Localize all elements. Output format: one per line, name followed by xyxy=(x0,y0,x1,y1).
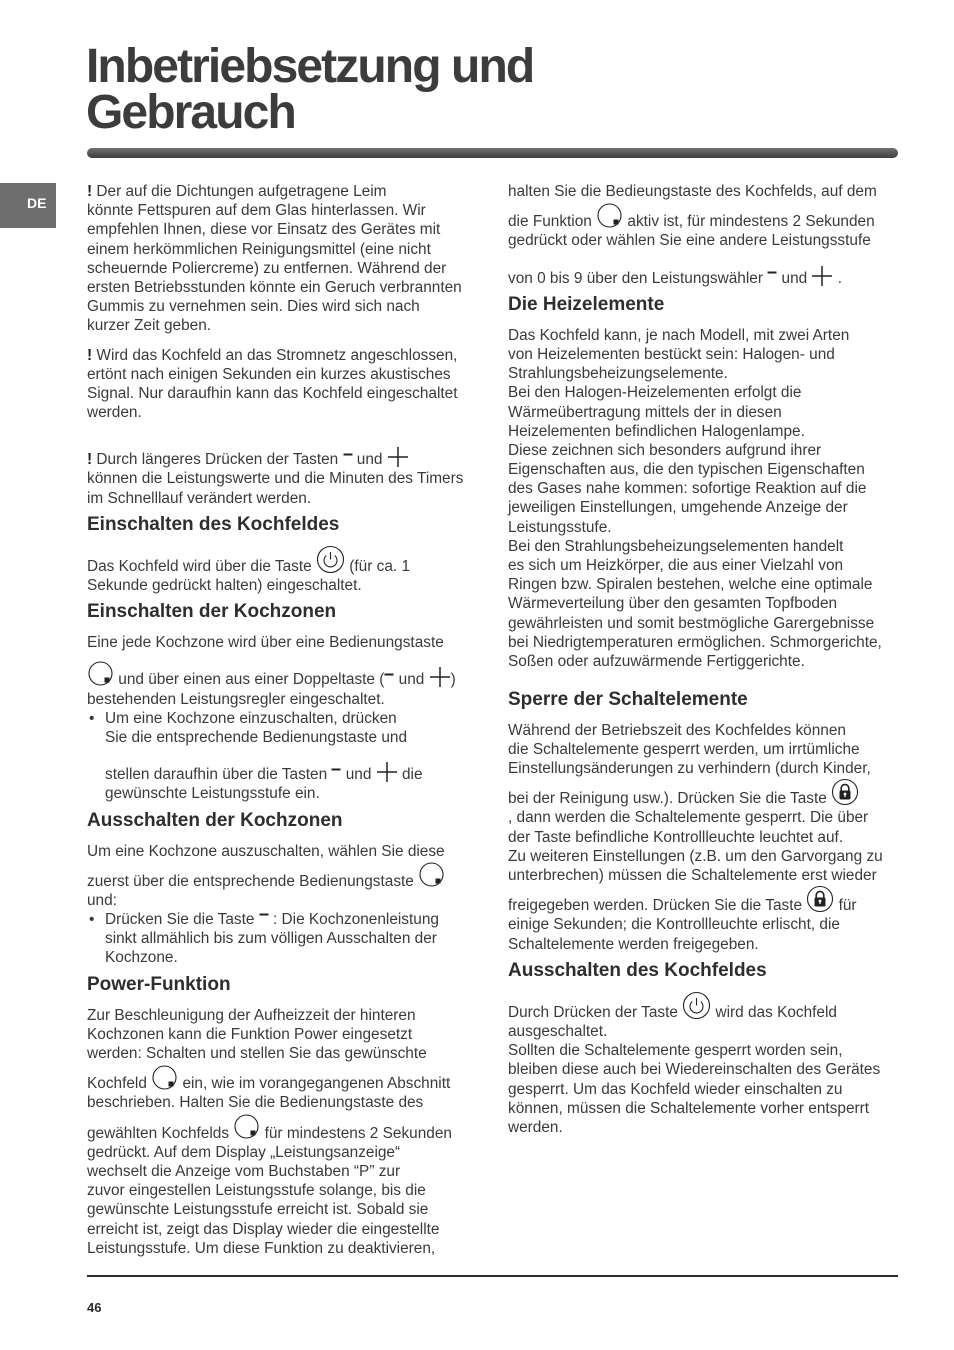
text-line: erreicht ist, zeigt das Display wieder die eingestellte xyxy=(87,1220,440,1238)
text-line: Wärmeübertragung mittels der in diesen xyxy=(508,403,782,421)
text-run: und xyxy=(394,671,429,689)
cooking-zone-key-icon xyxy=(418,872,445,891)
paragraph xyxy=(87,182,482,336)
minus-icon xyxy=(343,450,353,469)
text-line: können die Leistungswerte und die Minuten des Timers xyxy=(87,470,464,488)
text-line: wechselt die Anzeige vom Buchstaben “P” zur xyxy=(87,1162,401,1180)
bullet-item xyxy=(87,910,482,968)
text-line: und: xyxy=(87,891,117,909)
text-line: Um eine Kochzone einzuschalten, drücken xyxy=(105,709,397,727)
lock-icon xyxy=(831,789,859,808)
text-run: bei der Reinigung usw.). Drücken Sie die Taste xyxy=(508,790,832,808)
text-run: Kochfeld xyxy=(87,1075,152,1093)
text-line: im Schnelllauf verändert werden. xyxy=(87,489,312,507)
power-icon xyxy=(682,1003,711,1022)
text-line: Bei den Halogen-Heizelementen erfolgt die xyxy=(508,384,802,402)
text-line xyxy=(87,182,482,201)
text-line: Gummis zu vernehmen sein. Dies wird sich nach xyxy=(87,298,420,316)
alert-mark: ! xyxy=(87,451,93,469)
text-run: gewählten Kochfelds xyxy=(87,1124,234,1142)
text-line: Sekunde gedrückt halten) eingeschaltet. xyxy=(87,577,362,594)
text-line: Heizelementen befindlichen Halogenlampe. xyxy=(508,422,805,440)
text-line xyxy=(105,747,482,784)
page-number: 46 xyxy=(87,1300,102,1315)
paragraph xyxy=(87,1006,482,1258)
text-line: bleiben diese auch bei Wiedereinschalten des Gerätes xyxy=(508,1061,881,1079)
text-run: ) xyxy=(450,671,456,689)
text-line: Bei den Strahlungsbeheizungselementen handelt xyxy=(508,537,844,555)
text-line: scheuernde Poliercreme) zu entfernen. Während der xyxy=(87,259,447,277)
text-line: ausgeschaltet. xyxy=(508,1022,608,1040)
text-line: gedrückt oder wählen Sie eine andere Leistungsstufe xyxy=(508,232,871,250)
paragraph xyxy=(508,182,918,288)
page-title xyxy=(86,40,534,139)
text-run: für mindestens 2 Sekunden xyxy=(260,1124,452,1142)
text-run: Der auf die Dichtungen aufgetragene Leim xyxy=(92,183,387,200)
left-text-column xyxy=(87,182,482,1258)
text-line: , dann werden die Schaltelemente gesperrt. Die über xyxy=(508,809,869,827)
language-tab-label: DE xyxy=(27,195,47,211)
text-line: es sich um Heizkörper, die aus einer Vielzahl von xyxy=(508,557,844,574)
text-run: Durch Drücken der Taste xyxy=(508,1003,683,1021)
text-line: Zur Beschleunigung der Aufheizzeit der hinteren xyxy=(87,1006,416,1024)
text-line: werden. xyxy=(508,1118,563,1136)
text-line: gesperrt. Um das Kochfeld wieder einschalten zu xyxy=(508,1080,843,1098)
text-line: werden. xyxy=(87,404,142,422)
paragraph xyxy=(87,432,482,508)
text-line: beschrieben. Halten Sie die Bedienungstaste des xyxy=(87,1094,424,1112)
language-tab xyxy=(0,183,56,228)
text-line: Eine jede Kochzone wird über eine Bedienungstaste xyxy=(87,634,444,652)
text-line: gewünschte Leistungsstufe ein. xyxy=(105,785,320,803)
text-line: einige Sekunden; die Kontrollleuchte erlischt, die xyxy=(508,916,840,934)
minus-icon xyxy=(767,269,777,288)
text-line: bei Niedrigtemperaturen ermöglichen. Schmorgerichte, xyxy=(508,633,882,651)
minus-icon xyxy=(384,670,394,689)
text-run: Wird das Kochfeld an das Stromnetz angeschlossen, xyxy=(92,346,458,364)
text-line: des Gases nahe kommen: sofortige Reaktion auf die xyxy=(508,480,867,498)
text-line xyxy=(87,652,482,689)
paragraph xyxy=(508,992,918,1137)
text-line: Leistungsstufe. Um diese Funktion zu deaktivieren, xyxy=(87,1239,436,1257)
text-line xyxy=(87,346,482,365)
footer-divider xyxy=(87,1275,898,1277)
section-heading: Die Heizelemente xyxy=(508,293,665,315)
text-line: Sie die entsprechende Bedienungstaste und xyxy=(105,728,408,746)
section-heading: Einschalten der Kochzonen xyxy=(87,601,337,623)
page-title-line-1: Inbetriebsetzung und xyxy=(86,40,534,93)
text-line xyxy=(508,778,918,808)
text-line: Sollten die Schaltelemente gesperrt worden sein, xyxy=(508,1042,843,1060)
text-run: Das Kochfeld wird über die Taste xyxy=(87,557,316,575)
text-line xyxy=(508,992,918,1022)
text-line: Signal. Nur daraufhin kann das Kochfeld eingeschaltet xyxy=(87,384,458,402)
bullet-item xyxy=(87,709,482,804)
text-line: Soßen oder aufzuwärmende Fertiggerichte. xyxy=(508,652,805,670)
text-run: . xyxy=(833,269,843,287)
plus-icon xyxy=(387,450,409,469)
text-run: und über einen aus einer Doppeltaste ( xyxy=(114,671,385,689)
text-run: stellen daraufhin über die Tasten xyxy=(105,766,332,784)
text-line: gewährleisten und somit bestmögliche Garergebnisse xyxy=(508,614,875,632)
paragraph xyxy=(508,721,918,954)
minus-icon xyxy=(331,765,341,784)
text-line: könnte Fettspuren auf dem Glas hinterlassen. Wir xyxy=(87,202,426,220)
text-line xyxy=(105,910,482,929)
text-line: bestehenden Leistungsregler eingeschaltet. xyxy=(87,690,385,708)
text-line: Kochzone. xyxy=(105,949,178,967)
text-run: wird das Kochfeld xyxy=(711,1003,837,1021)
text-line xyxy=(87,1063,482,1093)
text-line: Ringen bzw. Spiralen bestehen, welche eine optimale xyxy=(508,576,873,594)
page-title-line-2: Gebrauch xyxy=(86,86,295,139)
text-line xyxy=(508,251,918,288)
text-line xyxy=(508,885,918,915)
alert-mark: ! xyxy=(87,183,93,200)
cooking-zone-key-icon xyxy=(596,212,623,231)
text-run: und xyxy=(341,766,376,784)
text-line: jeweiligen Einstellungen, umgehende Anzeige der xyxy=(508,499,848,517)
text-line: gewünschte Leistungsstufe erreicht ist. Sobald sie xyxy=(87,1201,429,1219)
minus-icon xyxy=(259,910,269,929)
text-line: sinkt allmählich bis zum völligen Ausschalten der xyxy=(105,930,437,948)
text-run: von 0 bis 9 über den Leistungswähler xyxy=(508,269,768,287)
text-run: (für ca. 1 xyxy=(345,557,411,575)
text-line: Diese zeichnen sich besonders aufgrund ihrer xyxy=(508,441,822,459)
text-line: ersten Betriebsstunden könnte ein Geruch verbrannten xyxy=(87,278,462,296)
text-line xyxy=(87,432,482,469)
text-line: der Taste befindliche Kontrollleuchte leuchtet auf. xyxy=(508,828,844,846)
text-line: empfehlen Ihnen, diese vor Einsatz des Gerätes mit xyxy=(87,221,441,239)
text-line: Strahlungsbeheizungselemente. xyxy=(508,365,728,383)
text-run: aktiv ist, für mindestens 2 Sekunden xyxy=(623,213,875,231)
power-icon xyxy=(316,557,345,576)
lock-icon xyxy=(806,896,834,915)
paragraph xyxy=(87,346,482,423)
text-line: werden: Schalten und stellen Sie das gewünschte xyxy=(87,1045,427,1062)
text-line: unterbrechen) müssen die Schaltelemente erst wieder xyxy=(508,867,877,885)
text-run: Drücken Sie die Taste xyxy=(105,911,259,929)
paragraph xyxy=(87,633,482,709)
paragraph xyxy=(87,546,482,595)
paragraph xyxy=(508,326,918,671)
text-line: Kochzonen kann die Funktion Power eingesetzt xyxy=(87,1025,413,1043)
cooking-zone-key-icon xyxy=(151,1074,178,1093)
text-line: kurzer Zeit geben. xyxy=(87,317,212,335)
section-heading: Power-Funktion xyxy=(87,973,231,995)
text-line: Während der Betriebszeit des Kochfeldes können xyxy=(508,721,846,739)
text-line xyxy=(508,201,918,231)
text-line: Das Kochfeld kann, je nach Modell, mit zwei Arten xyxy=(508,326,850,344)
text-line: Wärmeverteilung über den gesamten Topfboden xyxy=(508,595,838,613)
text-line xyxy=(87,546,482,576)
plus-icon xyxy=(811,269,833,288)
bullet-marker: • xyxy=(89,709,95,727)
cooking-zone-key-icon xyxy=(233,1124,260,1143)
text-run: : Die Kochzonenleistung xyxy=(268,911,439,929)
text-run: und xyxy=(352,451,387,469)
alert-mark: ! xyxy=(87,346,93,364)
text-line: halten Sie die Bedieungstaste des Kochfelds, auf dem xyxy=(508,183,877,200)
text-run: ein, wie im vorangegangenen Abschnitt xyxy=(178,1075,451,1093)
text-run: für xyxy=(834,897,857,915)
title-divider-bar xyxy=(87,148,898,158)
text-line: Leistungsstufe. xyxy=(508,518,612,536)
plus-icon xyxy=(429,670,451,689)
text-run: Durch längeres Drücken der Tasten xyxy=(92,451,343,469)
text-line: gedrückt. Auf dem Display „Leistungsanzeige“ xyxy=(87,1143,401,1161)
text-line xyxy=(87,861,482,891)
bullet-marker: • xyxy=(89,911,95,929)
right-text-column xyxy=(508,182,918,1137)
text-line: Eigenschaften aus, die den typischen Eigenschaften xyxy=(508,461,865,479)
section-heading: Ausschalten der Kochzonen xyxy=(87,809,343,831)
section-heading: Einschalten des Kochfeldes xyxy=(87,513,340,535)
text-line: Zu weiteren Einstellungen (z.B. um den Garvorgang zu xyxy=(508,847,883,865)
paragraph xyxy=(87,842,482,911)
cooking-zone-key-icon xyxy=(87,670,114,689)
text-line: können, müssen die Schaltelemente vorher entsperrt xyxy=(508,1099,870,1117)
text-run: freigegeben werden. Drücken Sie die Taste xyxy=(508,897,807,915)
section-heading: Sperre der Schaltelemente xyxy=(508,688,748,710)
text-line: Einstellungsänderungen zu verhindern (durch Kinder, xyxy=(508,760,871,778)
text-run: zuerst über die entsprechende Bedienungstaste xyxy=(87,872,419,890)
text-line: die Schaltelemente gesperrt werden, um irrtümliche xyxy=(508,740,860,758)
text-run: und xyxy=(777,269,812,287)
text-run: die Funktion xyxy=(508,213,597,231)
section-heading: Ausschalten des Kochfeldes xyxy=(508,959,767,981)
text-line: Um eine Kochzone auszuschalten, wählen Sie diese xyxy=(87,842,445,860)
text-line: von Heizelementen bestückt sein: Halogen- und xyxy=(508,345,835,363)
text-line xyxy=(87,1113,482,1143)
text-line: zuvor eingestellen Leistungsstufe solange, bis die xyxy=(87,1182,426,1200)
plus-icon xyxy=(376,765,398,784)
text-line: Schaltelemente werden freigegeben. xyxy=(508,935,759,953)
text-line: einem herkömmlichen Reinigungsmittel (eine nicht xyxy=(87,240,431,258)
text-line: ertönt nach einigen Sekunden ein kurzes akustisches xyxy=(87,365,451,383)
text-run: die xyxy=(397,766,423,784)
